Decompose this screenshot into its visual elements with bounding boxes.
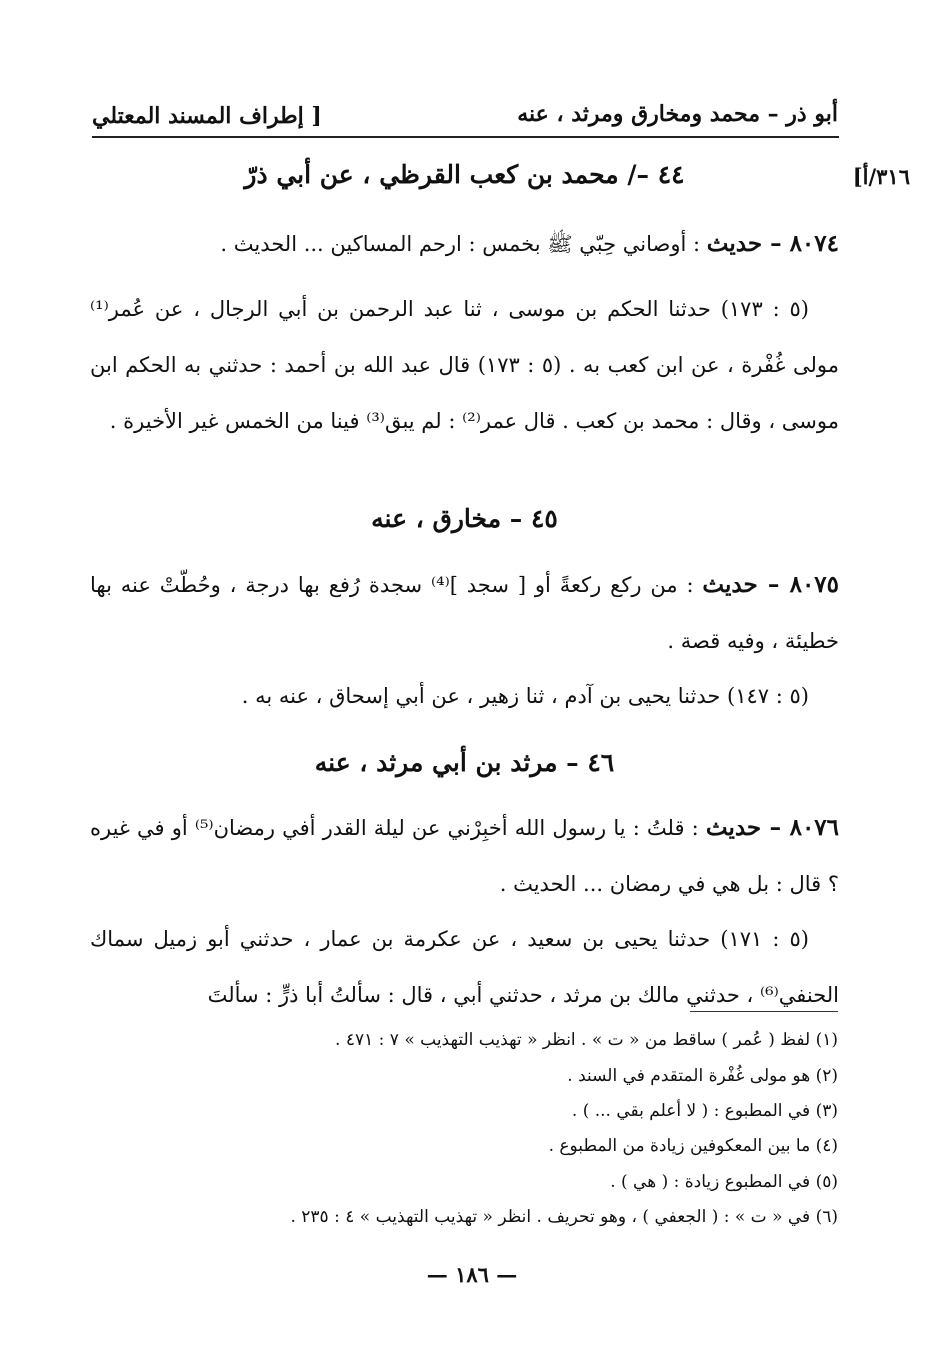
footnote-1: (١) لفظ ( عُمر ) ساقط من « ت » . انظر « تهذيب التهذيب » ٧ : ٤٧١ . bbox=[335, 1030, 838, 1050]
footnote-2: (٢) هو مولى غُفْرة المتقدم في السند . bbox=[567, 1066, 838, 1086]
hadith-8076 bbox=[90, 800, 839, 912]
footnote-4: (٤) ما بين المعكوفين زيادة من المطبوع . bbox=[548, 1136, 838, 1156]
page-number: — ١٨٦ — bbox=[426, 1262, 518, 1287]
hadith-8074 bbox=[90, 216, 839, 272]
margin-folio-note: ٣١٦/أ] bbox=[852, 164, 910, 189]
hadith-8074-text: : أوصاني حِبّي ﷺ بخمس : ارحم المساكين ... الحديث . bbox=[220, 232, 707, 256]
footnote-6: (٦) في « ت » : ( الجعفي ) ، وهو تحريف . انظر « تهذيب التهذيب » ٤ : ٢٣٥ . bbox=[290, 1207, 838, 1227]
section-46-title: ٤٦ – مرثد بن أبي مرثد ، عنه bbox=[314, 748, 615, 777]
hadith-8075-text: : من ركع ركعةً أو [ سجد ]⁽⁴⁾ سجدة رُفع بها درجة ، وحُطّتْ عنه بها خطيئة ، وفيه قصة . bbox=[90, 573, 839, 653]
footnote-3: (٣) في المطبوع : ( لا أعلم بقي ... ) . bbox=[571, 1101, 838, 1121]
hadith-8075 bbox=[90, 557, 839, 669]
running-header-title: أبو ذر – محمد ومخارق ومرثد ، عنه bbox=[517, 101, 838, 127]
hadith-8075-number: ٨٠٧٥ – حديث bbox=[702, 571, 840, 598]
section-44-title: ٤٤ –/ محمد بن كعب القرظي ، عن أبي ذرّ bbox=[244, 160, 685, 189]
hadith-8076-number: ٨٠٧٦ – حديث bbox=[705, 814, 840, 841]
hadith-8074-number: ٨٠٧٤ – حديث bbox=[706, 230, 839, 257]
footnote-5: (٥) في المطبوع زيادة : ( هي ) . bbox=[610, 1172, 838, 1192]
footnote-separator bbox=[690, 1011, 838, 1012]
isnad-8075: (٥ : ١٤٧) حدثنا يحيى بن آدم ، ثنا زهير ، عن أبي إسحاق ، عنه به . bbox=[241, 684, 809, 708]
isnad-8076: (٥ : ١٧١) حدثنا يحيى بن سعيد ، عن عكرمة بن عمار ، حدثني أبو زميل سماك الحنفي⁽⁶⁾ ، حدثني مالك بن مرثد ، حدثني أبي ، قال : سألتُ أبا ذرٍّ : سألتَ bbox=[90, 927, 839, 1007]
header-rule bbox=[92, 136, 839, 138]
running-header-book: [ إطراف المسند المعتلي bbox=[92, 103, 322, 129]
hadith-8076-text: : قلتُ : يا رسول الله أخبِرْني عن ليلة القدر أفي رمضان⁽⁵⁾ أو في غيره ؟ قال : بل هي في رمضان ... الحديث . bbox=[90, 816, 839, 896]
isnad-8074: (٥ : ١٧٣) حدثنا الحكم بن موسى ، ثنا عبد الرحمن بن أبي الرجال ، عن عُمر⁽¹⁾ مولى غُفْرة ، عن ابن كعب به . (٥ : ١٧٣) قال عبد الله بن أحمد : حدثني به الحكم ابن موسى ، وقال : محمد بن كعب . قال عمر⁽²⁾ : لم يبق⁽³⁾ فينا من الخمس غير الأخيرة . bbox=[90, 297, 839, 433]
section-45-title: ٤٥ – مخارق ، عنه bbox=[371, 504, 558, 533]
